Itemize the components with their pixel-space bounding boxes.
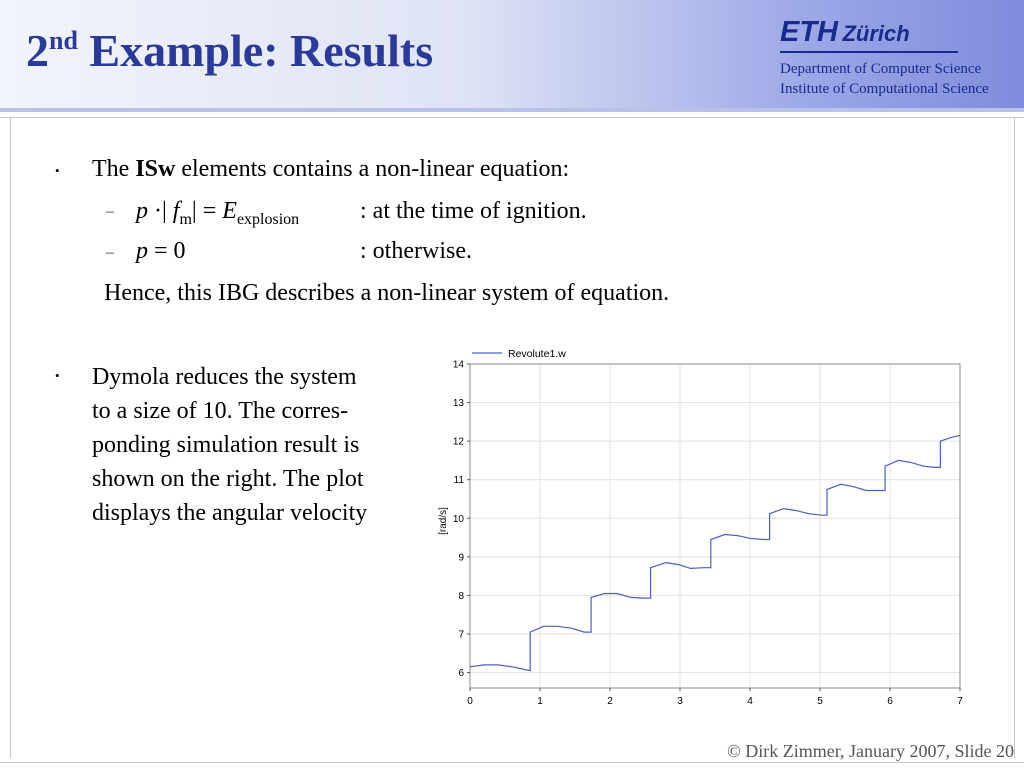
y-tick-label: 10 [452,513,464,525]
x-tick-label: 6 [887,696,893,707]
eq2-p: p [136,238,148,264]
bullet-text-1 [92,155,569,183]
chart-legend [472,348,566,360]
eq1-p: p [136,198,148,224]
x-tick-label: 0 [467,696,473,707]
eq1-sub-explosion: explosion [236,210,300,228]
eth-logo-main: ETH [780,16,838,48]
equation-2-desc: : otherwise. [360,238,472,264]
left-border [10,118,11,758]
hence-text: Hence, this IBG describes a non-linear system of equation. [104,280,670,306]
legend-label: Revolute1.w [508,348,566,360]
eth-logo-sub: Zürich [842,21,910,46]
bullet-marker: • [55,163,60,178]
paragraph-line: displays the angular velocity [92,500,368,526]
y-axis-ticks [453,360,470,680]
header-divider-thin [0,117,1024,118]
y-tick-label: 7 [458,629,464,641]
series-line-revolute1-w [470,435,960,670]
footer-credit: © Dirk Zimmer, January 2007, Slide 20 [727,741,1014,761]
paragraph-line: ponding simulation result is [92,432,360,458]
title-text: Example: Results [77,25,434,76]
chart-grid [470,364,960,688]
bullet1-suffix: elements contains a non-linear equation: [175,156,570,182]
right-border [1014,118,1015,758]
department-line: Department of Computer Science [780,61,982,77]
x-tick-label: 1 [537,696,543,707]
department-info [780,59,989,99]
x-tick-label: 3 [677,696,683,707]
y-tick-label: 13 [452,398,464,410]
dash-marker: – [106,244,114,261]
y-tick-label: 11 [453,475,464,487]
y-tick-label: 9 [458,552,464,564]
bullet1-prefix: The [92,156,136,182]
institute-line: Institute of Computational Science [780,81,989,97]
bottom-border [0,762,1024,763]
x-tick-label: 2 [607,696,613,707]
eq2-eq: = 0 [148,238,186,264]
paragraph-line: to a size of 10. The corres- [92,398,349,424]
y-tick-label: 14 [452,359,464,371]
equation-1 [136,197,299,234]
header-divider [0,108,1024,112]
equation-2 [136,237,186,265]
eq1-eq: | = [191,198,223,224]
slide-title [26,24,433,77]
y-tick-label: 6 [458,668,464,680]
bullet-text-2 [92,360,367,530]
title-number: 2 [26,25,49,76]
eth-logo-underline [780,51,958,53]
paragraph-line: Dymola reduces the system [92,364,357,390]
y-tick-label: 8 [458,590,464,602]
eq1-sub-m: m [179,210,192,228]
bullet-marker: • [55,368,60,383]
x-tick-label: 4 [747,696,753,707]
dash-marker: – [106,203,114,220]
bullet1-bold: ISw [135,156,176,182]
x-tick-label: 5 [817,696,823,707]
y-axis-label: [rad/s] [438,507,449,535]
paragraph-line: shown on the right. The plot [92,466,364,492]
x-tick-label: 7 [957,696,963,707]
plot-frame [470,364,960,688]
title-ordinal: nd [49,26,78,55]
eq1-f: f [172,198,180,224]
x-axis-ticks [467,688,963,707]
eth-logo [780,16,910,49]
y-tick-label: 12 [452,436,464,448]
equation-1-desc: : at the time of ignition. [360,198,587,224]
eq1-dot: ·| [148,198,173,224]
eq1-E: E [222,198,237,224]
